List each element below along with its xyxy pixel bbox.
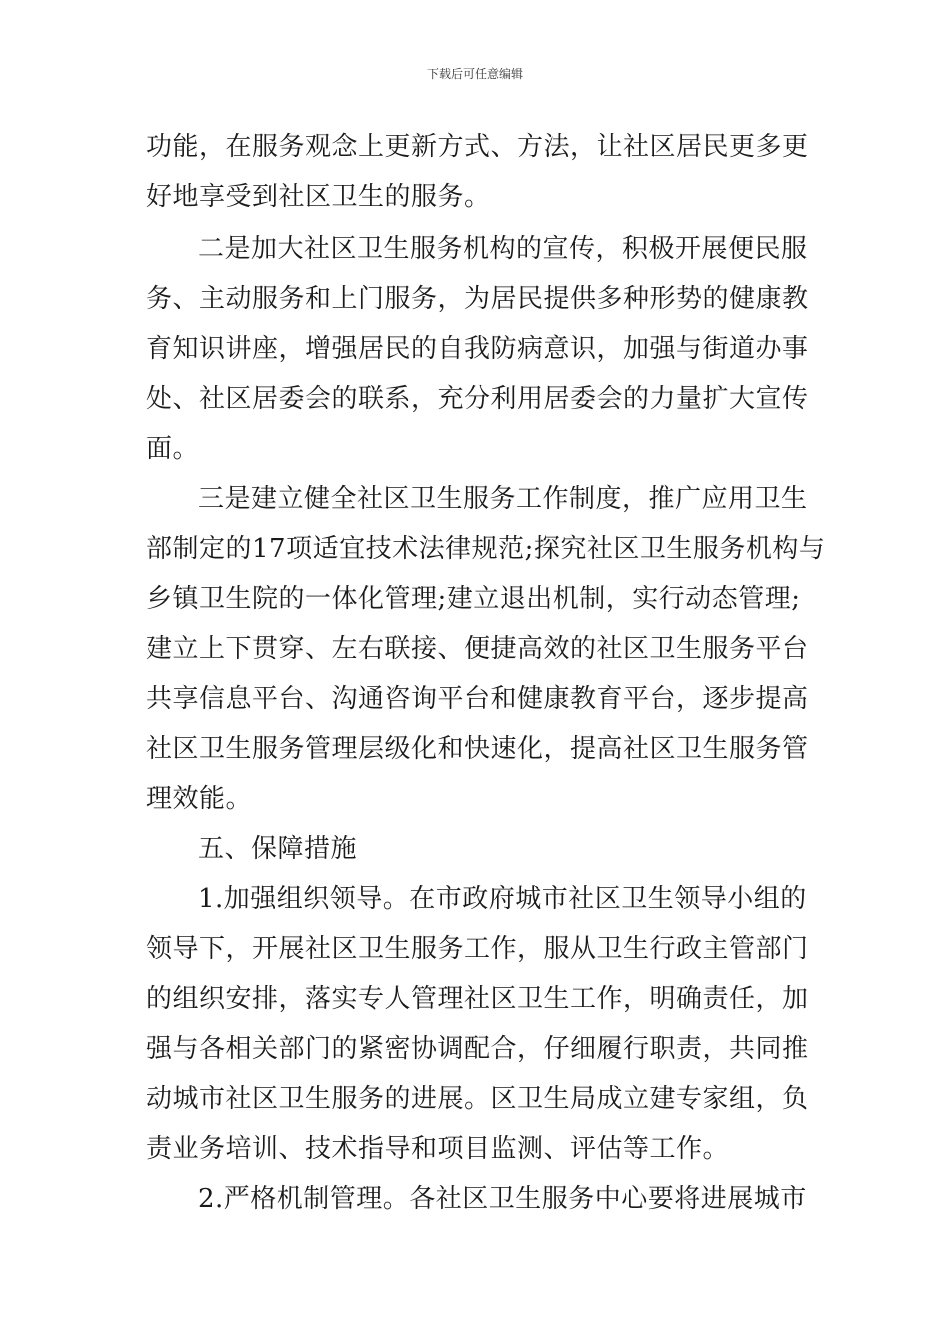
text-line: 处、社区居委会的联系，充分利用居委会的力量扩大宣传 [146,384,809,414]
text-line: 领导下，开展社区卫生服务工作，服从卫生行政主管部门 [146,934,809,964]
text-line: 社区卫生服务管理层级化和快速化，提高社区卫生服务管 [146,734,809,764]
text-line: 动城市社区卫生服务的进展。区卫生局成立建专家组，负 [146,1084,809,1114]
paragraph-start-line: 二是加大社区卫生服务机构的宣传，积极开展便民服 [198,234,808,264]
text-line: 建立上下贯穿、左右联接、便捷高效的社区卫生服务平台 [146,634,809,664]
paragraph-start-line: 1.加强组织领导。在市政府城市社区卫生领导小组的 [198,884,807,914]
text-line: 责业务培训、技术指导和项目监测、评估等工作。 [146,1134,730,1164]
paragraph-start-line: 三是建立健全社区卫生服务工作制度，推广应用卫生 [198,484,808,514]
text-line: 面。 [146,434,200,464]
text-line: 共享信息平台、沟通咨询平台和健康教育平台，逐步提高 [146,684,809,714]
text-line: 好地享受到社区卫生的服务。 [146,182,491,212]
paragraph-start-line: 2.严格机制管理。各社区卫生服务中心要将进展城市 [198,1184,807,1214]
text-line: 乡镇卫生院的一体化管理;建立退出机制，实行动态管理; [146,584,801,614]
text-line: 理效能。 [146,784,253,814]
text-line: 育知识讲座，增强居民的自我防病意识，加强与街道办事 [146,334,809,364]
text-line: 强与各相关部门的紧密协调配合，仔细履行职责，共同推 [146,1034,809,1064]
section-heading: 五、保障措施 [198,834,358,864]
text-line: 部制定的17项适宜技术法律规范;探究社区卫生服务机构与 [146,534,826,564]
text-line: 功能，在服务观念上更新方式、方法，让社区居民更多更 [146,132,809,162]
page-header: 下载后可任意编辑 [426,67,523,81]
text-line: 务、主动服务和上门服务，为居民提供多种形势的健康教 [146,284,809,314]
text-line: 的组织安排，落实专人管理社区卫生工作，明确责任，加 [146,984,809,1014]
